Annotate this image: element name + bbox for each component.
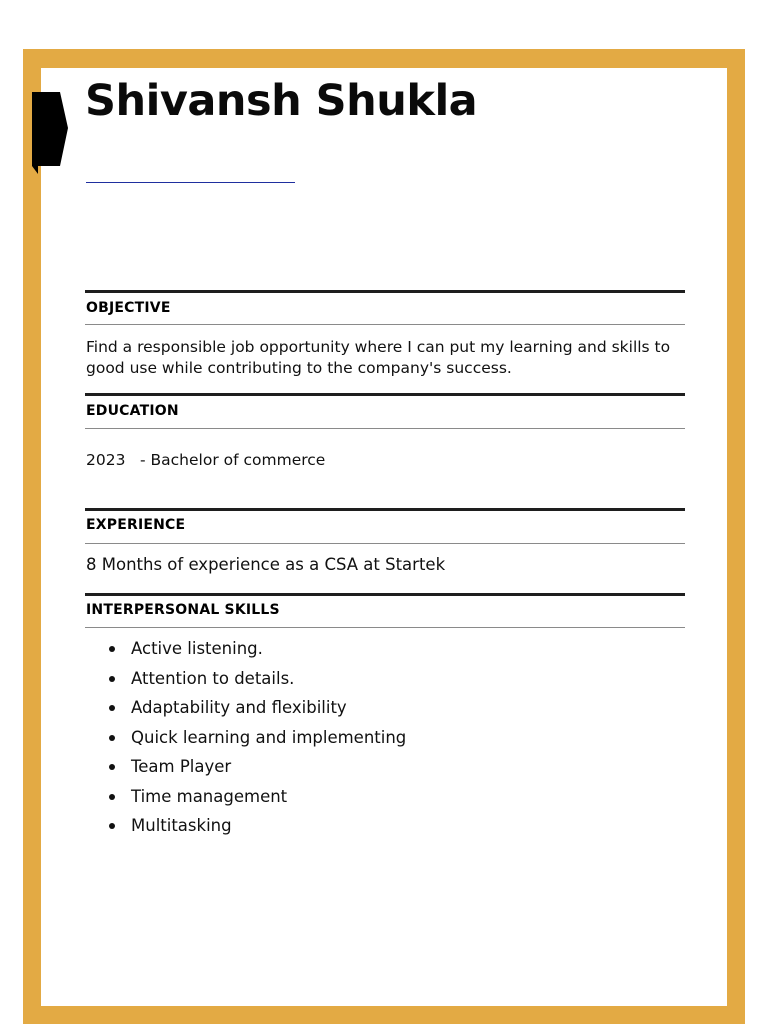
page-content-area [41,68,727,1006]
list-item [86,814,406,844]
bullet-icon [109,764,115,770]
skills-heading: INTERPERSONAL SKILLS [86,602,280,618]
bullet-icon [109,646,115,652]
bullet-icon [109,676,115,682]
skill-label: Adaptability and flexibility [131,698,347,717]
education-degree: - Bachelor of commerce [140,451,326,469]
experience-heading: EXPERIENCE [86,517,186,533]
list-item [86,696,406,726]
section-divider-thin [85,627,685,628]
bullet-icon [109,794,115,800]
section-divider-thin [85,428,685,429]
skill-label: Team Player [131,757,232,776]
section-divider-thick [85,508,685,511]
list-item [86,726,406,756]
skills-list [86,637,406,844]
skill-label: Attention to details. [131,668,295,688]
contact-link-underline[interactable] [86,182,295,183]
objective-heading: OBJECTIVE [86,300,171,316]
list-item [86,785,406,815]
section-divider-thick [85,593,685,596]
section-divider-thin [85,324,685,325]
bookmark-tab-icon [32,92,68,174]
skill-label: Multitasking [131,816,232,835]
skill-label: Active listening. [131,639,263,658]
list-item [86,637,406,667]
education-entry [86,451,325,469]
objective-text: Find a responsible job opportunity where I can put my learning and skills to good use while contributing to the company's success. [86,338,671,377]
section-divider-thin [85,543,685,544]
section-divider-thick [85,290,685,293]
bullet-icon [109,735,115,741]
candidate-name: Shivansh Shukla [85,76,478,126]
education-heading: EDUCATION [86,403,179,419]
bullet-icon [109,705,115,711]
experience-text: 8 Months of experience as a CSA at Startek [86,555,446,574]
skill-label: Quick learning and implementing [131,727,407,747]
section-divider-thick [85,393,685,396]
skill-label: Time management [131,786,288,806]
list-item [86,755,406,785]
education-year: 2023 [86,451,126,469]
bullet-icon [109,823,115,829]
list-item [86,667,406,697]
